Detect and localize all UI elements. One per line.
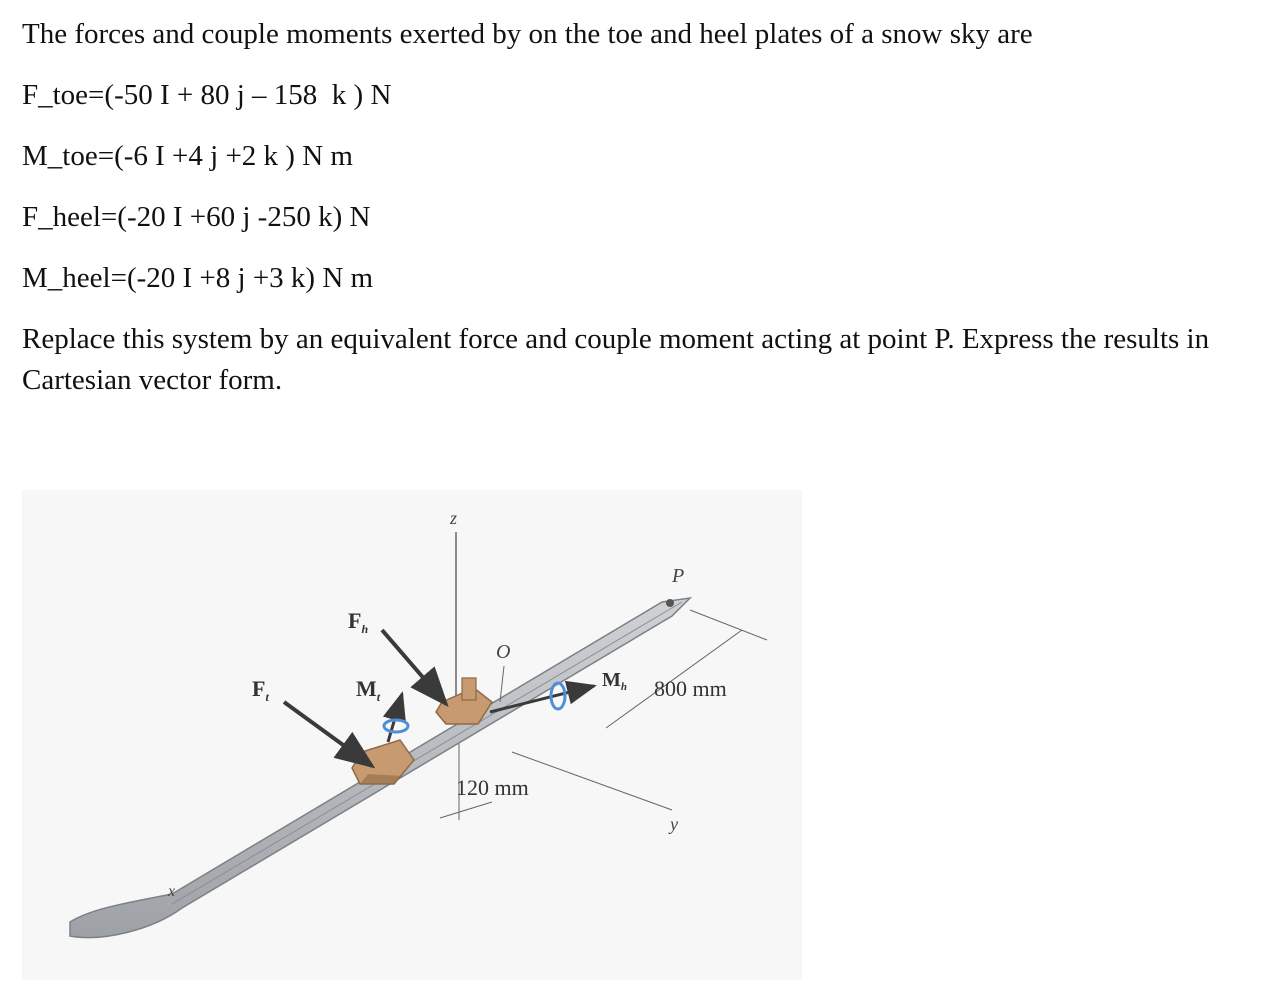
equation-m-toe: M_toe=(-6 I +4 j +2 k ) N m xyxy=(22,140,353,172)
ski-diagram xyxy=(22,490,802,980)
moment-toe-label: $M_t$ xyxy=(356,676,381,704)
dim-120-label: 120 mm xyxy=(456,775,529,800)
dim-800-label: 800 mm xyxy=(654,676,727,701)
problem-question: Replace this system by an equivalent force and couple moment acting at point P. Express the results in Cartesian vector form. xyxy=(22,323,1210,396)
origin-label: O xyxy=(496,641,511,663)
equation-f-toe: F_toe=(-50 I + 80 j – 158 k ) N xyxy=(22,79,392,111)
y-axis-label: y xyxy=(670,814,678,834)
heel-post xyxy=(462,678,476,700)
point-p-label: P xyxy=(672,565,685,587)
z-axis-label: z xyxy=(450,508,458,528)
force-heel-label: $F_h$ xyxy=(348,608,369,636)
problem-intro: The forces and couple moments exerted by on the toe and heel plates of a snow sky are xyxy=(22,18,1033,50)
force-toe-label: $F_t$ xyxy=(252,676,269,704)
ski-diagram-svg xyxy=(22,490,802,980)
equation-m-heel: M_heel=(-20 I +8 j +3 k) N m xyxy=(22,262,374,294)
problem-statement xyxy=(22,14,1252,401)
x-axis-label: x xyxy=(168,883,176,900)
point-p-marker xyxy=(666,599,674,607)
equation-f-heel: F_heel=(-20 I +60 j -250 k) N xyxy=(22,201,371,233)
moment-heel-label: $M_h$ xyxy=(602,669,628,693)
